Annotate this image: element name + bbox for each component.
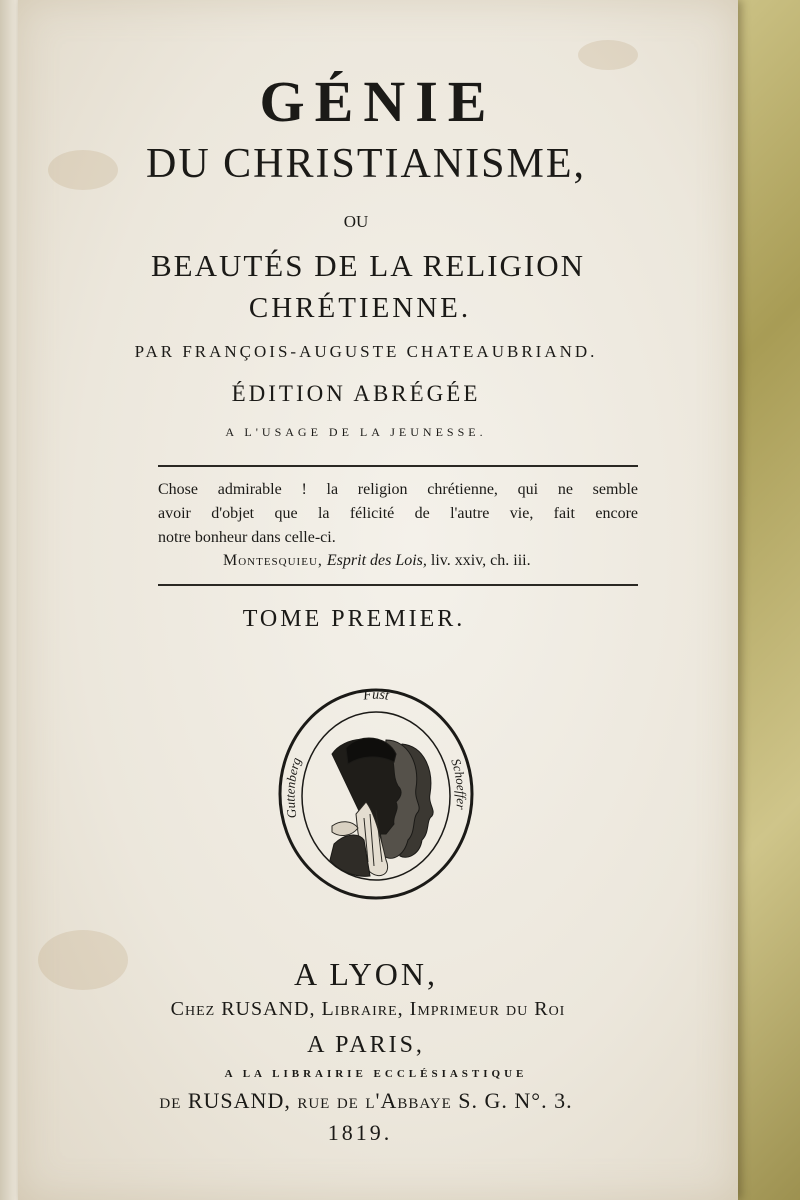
author-line: PAR FRANÇOIS-AUGUSTE CHATEAUBRIAND. — [134, 342, 598, 361]
volume-label: TOME PREMIER. — [242, 606, 466, 632]
epigraph-line: Chose admirable ! la religion chrétienne, qui ne semble — [158, 481, 638, 498]
epigraph-line: avoir d'objet que la félicité de l'autre vie, fait encore — [158, 505, 638, 522]
epigraph — [158, 478, 638, 550]
vignette-top-label: Fust — [362, 687, 390, 704]
edition-note: A L'USAGE DE LA JEUNESSE. — [225, 425, 487, 439]
svg-text:Schoeffer — [448, 757, 469, 811]
epigraph-work: Esprit des Lois, — [326, 552, 427, 569]
book-title: GÉNIE — [259, 69, 497, 134]
vignette-left-label: Guttenberg — [282, 755, 304, 820]
imprint-printer — [8, 998, 728, 1021]
printers-medallion-vignette — [274, 684, 478, 904]
vignette-right-label: Schoeffer — [448, 756, 470, 811]
imprint-city-paris: A PARIS, — [307, 1032, 425, 1058]
title-conjunction: OU — [343, 212, 369, 231]
imprint-address-text: de RUSAND, rue de l'Abbaye S. G. N°. 3. — [159, 1088, 573, 1113]
publication-year: 1819. — [327, 1120, 393, 1145]
imprint-address — [6, 1088, 726, 1114]
imprint-printer-text: Chez RUSAND, Libraire, Imprimeur du Roi — [170, 998, 566, 1020]
imprint-bookshop: A LA LIBRAIRIE ECCLÉSIASTIQUE — [224, 1068, 528, 1080]
epigraph-bottom-rule — [158, 584, 638, 586]
subtitle-line1: BEAUTÉS DE LA RELIGION — [150, 248, 586, 283]
svg-text:Fust — [361, 688, 391, 704]
epigraph-attribution — [223, 552, 531, 570]
epigraph-line: notre bonheur dans celle-ci. — [158, 529, 336, 546]
epigraph-top-rule — [158, 465, 638, 467]
svg-text:Guttenberg — [282, 755, 304, 819]
edition-line: ÉDITION ABRÉGÉE — [231, 381, 481, 406]
book-title-line2: DU CHRISTIANISME, — [145, 141, 586, 187]
epigraph-author: Montesquieu, — [223, 552, 323, 569]
medallion-portraits — [330, 738, 433, 876]
subtitle-line2: CHRÉTIENNE. — [248, 292, 472, 324]
imprint-city-lyon: A LYON, — [293, 956, 438, 992]
epigraph-reference: liv. xxiv, ch. iii. — [430, 552, 531, 569]
title-page — [18, 0, 738, 1200]
